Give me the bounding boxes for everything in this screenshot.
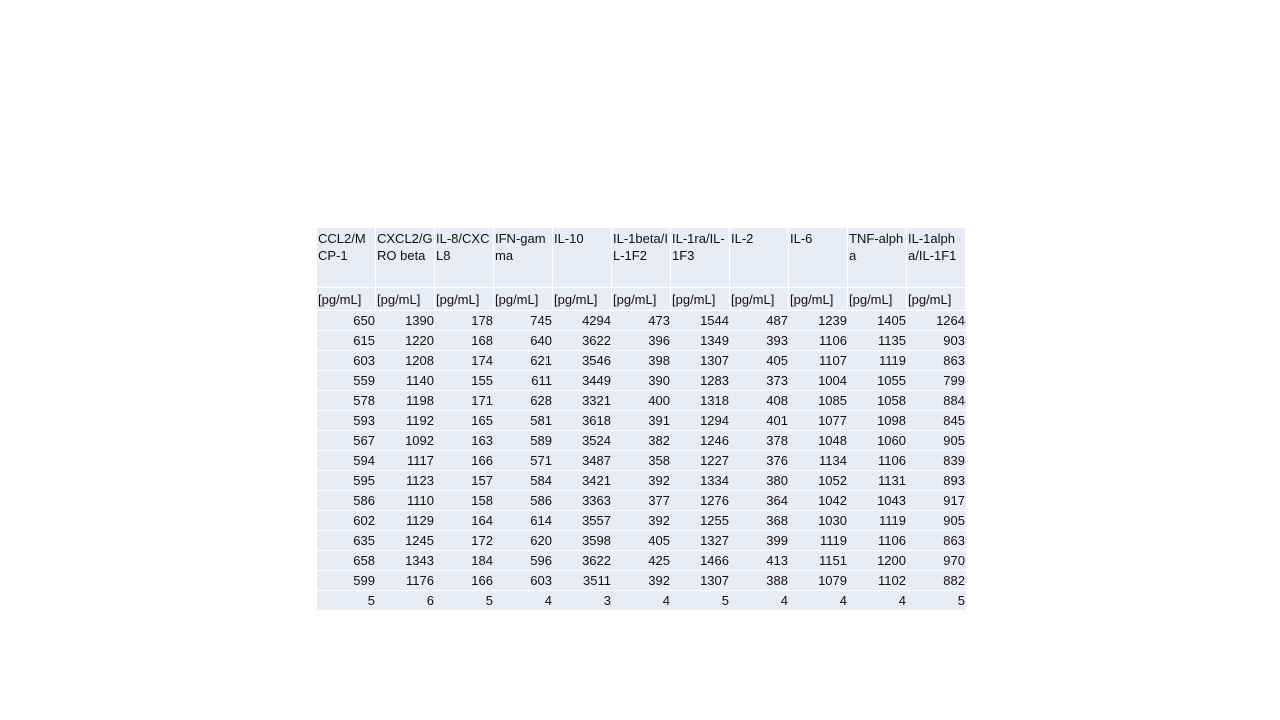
table-cell: 863 (907, 351, 966, 371)
table-cell: 603 (494, 571, 553, 591)
table-cell: 1119 (789, 531, 848, 551)
table-cell: 628 (494, 391, 553, 411)
table-cell: 559 (317, 371, 376, 391)
table-row (317, 411, 966, 431)
table-cell: 398 (612, 351, 671, 371)
table-cell: 611 (494, 371, 553, 391)
table-cell: 171 (435, 391, 494, 411)
table-cell: 581 (494, 411, 553, 431)
table-cell: 593 (317, 411, 376, 431)
table-cell: 571 (494, 451, 553, 471)
table-cell: 620 (494, 531, 553, 551)
table-cell: 1294 (671, 411, 730, 431)
table-body (317, 288, 966, 611)
table-cell: 5 (317, 591, 376, 611)
column-header: IL-2 (730, 228, 789, 288)
table-row (317, 571, 966, 591)
column-header: IL-1beta/IL-1F2 (612, 228, 671, 288)
table-cell: 358 (612, 451, 671, 471)
table-cell: 1176 (376, 571, 435, 591)
table-cell: 392 (612, 571, 671, 591)
column-header: IL-8/CXCL8 (435, 228, 494, 288)
table-cell: 425 (612, 551, 671, 571)
table-row (317, 451, 966, 471)
table-cell: 893 (907, 471, 966, 491)
table-cell: 184 (435, 551, 494, 571)
header-row (317, 228, 966, 288)
table-cell: 1131 (848, 471, 907, 491)
table-cell: 1043 (848, 491, 907, 511)
table-cell: 4 (494, 591, 553, 611)
table-row (317, 511, 966, 531)
table-row (317, 491, 966, 511)
table-cell: 3622 (553, 331, 612, 351)
table-cell: 5 (907, 591, 966, 611)
table-cell: 3421 (553, 471, 612, 491)
table-row (317, 371, 966, 391)
table-cell: 393 (730, 331, 789, 351)
table-cell: 1343 (376, 551, 435, 571)
table-cell: 3618 (553, 411, 612, 431)
table-row (317, 351, 966, 371)
table-cell: 1192 (376, 411, 435, 431)
table-cell: 599 (317, 571, 376, 591)
table-cell: 1200 (848, 551, 907, 571)
table-cell: 399 (730, 531, 789, 551)
unit-cell: [pg/mL] (848, 288, 907, 311)
table-cell: 839 (907, 451, 966, 471)
unit-cell: [pg/mL] (376, 288, 435, 311)
table-cell: 650 (317, 311, 376, 331)
table-cell: 1245 (376, 531, 435, 551)
table-cell: 3449 (553, 371, 612, 391)
table-cell: 1106 (789, 331, 848, 351)
table-cell: 390 (612, 371, 671, 391)
column-header: CCL2/MCP-1 (317, 228, 376, 288)
table-cell: 594 (317, 451, 376, 471)
table-cell: 1327 (671, 531, 730, 551)
table-cell: 5 (435, 591, 494, 611)
units-row (317, 288, 966, 311)
table-cell: 1318 (671, 391, 730, 411)
table-cell: 1048 (789, 431, 848, 451)
table-row (317, 551, 966, 571)
table-cell: 1060 (848, 431, 907, 451)
table-row (317, 471, 966, 491)
table-cell: 1119 (848, 511, 907, 531)
table-cell: 3 (553, 591, 612, 611)
table-row (317, 531, 966, 551)
table-cell: 3511 (553, 571, 612, 591)
table-cell: 1106 (848, 451, 907, 471)
column-header: CXCL2/GRO beta (376, 228, 435, 288)
table-cell: 589 (494, 431, 553, 451)
table-cell: 1227 (671, 451, 730, 471)
table-row (317, 591, 966, 611)
table-cell: 1135 (848, 331, 907, 351)
unit-cell: [pg/mL] (317, 288, 376, 311)
table-cell: 378 (730, 431, 789, 451)
table-row (317, 431, 966, 451)
table-cell: 1042 (789, 491, 848, 511)
table-cell: 3598 (553, 531, 612, 551)
unit-cell: [pg/mL] (553, 288, 612, 311)
table-cell: 3524 (553, 431, 612, 451)
table-cell: 863 (907, 531, 966, 551)
table-cell: 413 (730, 551, 789, 571)
table-cell: 1134 (789, 451, 848, 471)
table-cell: 1119 (848, 351, 907, 371)
table-cell: 1055 (848, 371, 907, 391)
table-cell: 586 (317, 491, 376, 511)
table-cell: 970 (907, 551, 966, 571)
table-cell: 3546 (553, 351, 612, 371)
table-cell: 1085 (789, 391, 848, 411)
table-cell: 388 (730, 571, 789, 591)
table-cell: 405 (612, 531, 671, 551)
table-cell: 1004 (789, 371, 848, 391)
table-cell: 614 (494, 511, 553, 531)
table-cell: 905 (907, 431, 966, 451)
table-cell: 157 (435, 471, 494, 491)
unit-cell: [pg/mL] (671, 288, 730, 311)
table-cell: 1466 (671, 551, 730, 571)
table-cell: 172 (435, 531, 494, 551)
table-cell: 408 (730, 391, 789, 411)
table-cell: 1030 (789, 511, 848, 531)
table-row (317, 331, 966, 351)
table-cell: 1276 (671, 491, 730, 511)
table-cell: 1117 (376, 451, 435, 471)
table-cell: 155 (435, 371, 494, 391)
table-row (317, 391, 966, 411)
table-cell: 905 (907, 511, 966, 531)
table-cell: 1102 (848, 571, 907, 591)
table-cell: 392 (612, 471, 671, 491)
table-cell: 567 (317, 431, 376, 451)
table-cell: 635 (317, 531, 376, 551)
table-cell: 401 (730, 411, 789, 431)
table-cell: 1390 (376, 311, 435, 331)
unit-cell: [pg/mL] (494, 288, 553, 311)
table-cell: 1123 (376, 471, 435, 491)
table-cell: 364 (730, 491, 789, 511)
table-cell: 166 (435, 451, 494, 471)
unit-cell: [pg/mL] (435, 288, 494, 311)
table-cell: 166 (435, 571, 494, 591)
table-cell: 1058 (848, 391, 907, 411)
table-cell: 1255 (671, 511, 730, 531)
table-cell: 3557 (553, 511, 612, 531)
table-cell: 3487 (553, 451, 612, 471)
table-cell: 1140 (376, 371, 435, 391)
table-cell: 745 (494, 311, 553, 331)
table-cell: 1098 (848, 411, 907, 431)
table-cell: 6 (376, 591, 435, 611)
table-cell: 1334 (671, 471, 730, 491)
table-cell: 1110 (376, 491, 435, 511)
table-cell: 1079 (789, 571, 848, 591)
table-cell: 1151 (789, 551, 848, 571)
table-cell: 917 (907, 491, 966, 511)
table-cell: 473 (612, 311, 671, 331)
table-cell: 1264 (907, 311, 966, 331)
table-cell: 1239 (789, 311, 848, 331)
table-cell: 1129 (376, 511, 435, 531)
table-cell: 4 (730, 591, 789, 611)
table-cell: 174 (435, 351, 494, 371)
table-cell: 882 (907, 571, 966, 591)
table-cell: 178 (435, 311, 494, 331)
table-cell: 603 (317, 351, 376, 371)
table-cell: 884 (907, 391, 966, 411)
column-header: IFN-gamma (494, 228, 553, 288)
unit-cell: [pg/mL] (730, 288, 789, 311)
table-cell: 158 (435, 491, 494, 511)
table-cell: 368 (730, 511, 789, 531)
table-cell: 382 (612, 431, 671, 451)
table-cell: 799 (907, 371, 966, 391)
table-cell: 163 (435, 431, 494, 451)
column-header: IL-1ra/IL-1F3 (671, 228, 730, 288)
table-cell: 1052 (789, 471, 848, 491)
table-cell: 1405 (848, 311, 907, 331)
table-cell: 4 (789, 591, 848, 611)
table-cell: 165 (435, 411, 494, 431)
table-cell: 1107 (789, 351, 848, 371)
table-cell: 376 (730, 451, 789, 471)
table-cell: 1307 (671, 351, 730, 371)
table-cell: 1283 (671, 371, 730, 391)
table-cell: 584 (494, 471, 553, 491)
table-cell: 5 (671, 591, 730, 611)
table-cell: 602 (317, 511, 376, 531)
table-cell: 373 (730, 371, 789, 391)
column-header: IL-6 (789, 228, 848, 288)
column-header: IL-10 (553, 228, 612, 288)
table-cell: 377 (612, 491, 671, 511)
table-cell: 380 (730, 471, 789, 491)
table-cell: 3321 (553, 391, 612, 411)
table-cell: 1349 (671, 331, 730, 351)
table-cell: 1092 (376, 431, 435, 451)
table-cell: 595 (317, 471, 376, 491)
unit-cell: [pg/mL] (612, 288, 671, 311)
table-cell: 596 (494, 551, 553, 571)
table-row (317, 311, 966, 331)
table-cell: 1198 (376, 391, 435, 411)
table-cell: 487 (730, 311, 789, 331)
table-cell: 4294 (553, 311, 612, 331)
cytokine-table (317, 228, 966, 611)
table-cell: 1077 (789, 411, 848, 431)
table-cell: 845 (907, 411, 966, 431)
table-cell: 903 (907, 331, 966, 351)
table-cell: 3363 (553, 491, 612, 511)
table-cell: 658 (317, 551, 376, 571)
unit-cell: [pg/mL] (907, 288, 966, 311)
column-header: TNF-alpha (848, 228, 907, 288)
table-cell: 405 (730, 351, 789, 371)
column-header: IL-1alpha/IL-1F1 (907, 228, 966, 288)
table-cell: 1106 (848, 531, 907, 551)
table-cell: 615 (317, 331, 376, 351)
table-cell: 1246 (671, 431, 730, 451)
table-cell: 621 (494, 351, 553, 371)
table-cell: 396 (612, 331, 671, 351)
table-cell: 1544 (671, 311, 730, 331)
table-cell: 4 (612, 591, 671, 611)
table-cell: 586 (494, 491, 553, 511)
table-cell: 1220 (376, 331, 435, 351)
table-cell: 392 (612, 511, 671, 531)
table-cell: 400 (612, 391, 671, 411)
unit-cell: [pg/mL] (789, 288, 848, 311)
table-cell: 1307 (671, 571, 730, 591)
table-cell: 164 (435, 511, 494, 531)
table-cell: 391 (612, 411, 671, 431)
table-cell: 168 (435, 331, 494, 351)
table-cell: 3622 (553, 551, 612, 571)
table-cell: 1208 (376, 351, 435, 371)
table-cell: 578 (317, 391, 376, 411)
table-cell: 640 (494, 331, 553, 351)
table-cell: 4 (848, 591, 907, 611)
